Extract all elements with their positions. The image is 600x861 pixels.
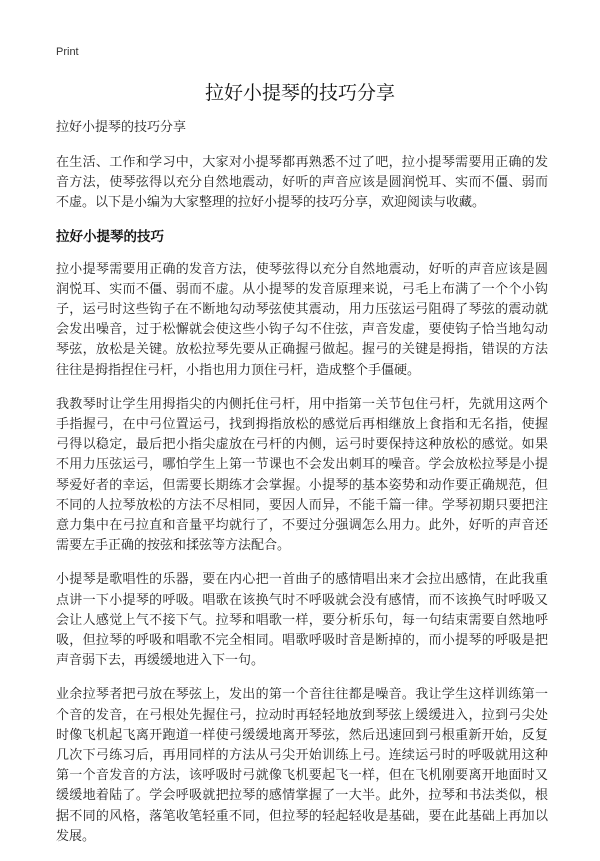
body-paragraph-4: 业余拉琴者把弓放在琴弦上，发出的第一个音往往都是噪音。我让学生这样训练第一个音的发音，在弓根处先握住弓，拉动时再轻轻地放到琴弦上缓缓进入，拉到弓尖处时像飞机起飞离开跑道一样使弓缓缓地离开琴弦，然后迅速回到弓根重新开始，反复几次下弓练习后，再用同样的方法从弓尖开始训练上弓。连续运弓时的呼吸就用这种第一个音发音的方法，该呼吸时弓就像飞机要起飞一样，但在飞机刚要离开地面时又缓缓地着陆了。学会呼吸就把拉琴的感情掌握了一大半。此外，拉琴和书法类似，根据不同的风格，落笔收笔轻重不同，但拉琴的轻起轻收是基础，要在此基础上再加以发展。 [56, 687, 548, 844]
article-subtitle: 拉好小提琴的技巧分享 [56, 120, 187, 135]
section-heading: 拉好小提琴的技巧 [56, 228, 164, 245]
article-body [56, 119, 548, 861]
body-paragraph-1: 拉小提琴需要用正确的发音方法，使琴弦得以充分自然地震动，好听的声音应该是圆润悦耳、实而不僵、弱而不虚。从小提琴的发音原理来说，弓毛上布满了一个个小钩子，运弓时这些钩子在不断地勾动琴弦使其震动，用力压弦运弓阻碍了琴弦的震动就会发出噪音，过于松懈就会使这些小钩子勾不住弦，声音发虚，要使钩子恰当地勾动琴弦，放松是关键。放松拉琴先要从正确握弓做起。握弓的关键是拇指，错误的方法往往是拇指捏住弓杆，小指也用力顶住弓杆，造成整个手僵硬。 [56, 261, 548, 378]
page-title: 拉好小提琴的技巧分享 [204, 82, 395, 104]
body-paragraph-2: 我教琴时让学生用拇指尖的内侧托住弓杆，用中指第一关节包住弓杆，先就用这两个手指握弓，在中弓位置运弓，找到拇指放松的感觉后再相继放上食指和无名指，使握弓得以稳定，最后把小指尖虚放在弓杆的内侧，运弓时要保持这种放松的感觉。如果不用力压弦运弓，哪怕学生上第一节课也不会发出刺耳的噪音。学会放松拉琴是小提琴爱好者的幸运，但需要长期练才会掌握。小提琴的基本姿势和动作要正确规范，但不同的人拉琴放松的方法不尽相同，要因人而异，不能千篇一律。学琴初期只要把注意力集中在弓拉直和音量平均就行了，不要过分强调怎么用力。此外，好听的声音还需要左手正确的按弦和揉弦等方法配合。 [56, 396, 548, 554]
intro-paragraph: 在生活、工作和学习中，大家对小提琴都再熟悉不过了吧，拉小提琴需要用正确的发音方法，使琴弦得以充分自然地震动，好听的声音应该是圆润悦耳、实而不僵、弱而不虚。以下是小编为大家整理的拉好小提琴的技巧分享，欢迎阅读与收藏。 [56, 155, 548, 211]
print-link[interactable]: Print [56, 46, 79, 58]
body-paragraph-3: 小提琴是歌唱性的乐器，要在内心把一首曲子的感情唱出来才会拉出感情，在此我重点讲一下小提琴的呼吸。唱歌在该换气时不呼吸就会没有感情，而不该换气时呼吸又会让人感觉上气不接下气。拉琴和唱歌一样，要分析乐句，每一句结束需要自然地呼吸，但拉琴的呼吸和唱歌不完全相同。唱歌呼吸时音是断掉的，而小提琴的呼吸是把声音弱下去，再缓缓地进入下一句。 [56, 572, 548, 669]
